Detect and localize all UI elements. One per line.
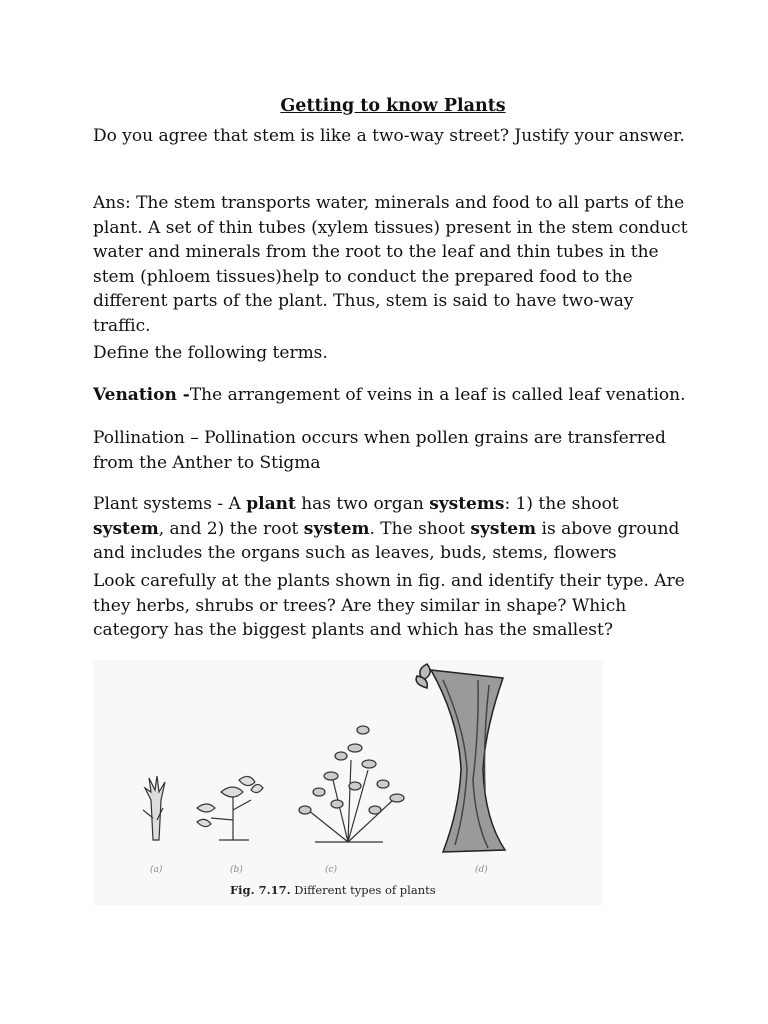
venation-definition xyxy=(93,383,693,408)
bold-word: system xyxy=(303,518,370,539)
figure-caption-number: Fig. 7.17. xyxy=(230,883,291,897)
venation-term: Venation - xyxy=(93,385,190,405)
text-fragment: is above ground and includes the organs such as leaves, buds, stems, flowers xyxy=(93,518,680,563)
plant-systems-term: Plant systems - xyxy=(93,494,224,514)
text-fragment: has two organ xyxy=(295,494,430,514)
small-plant-drawing xyxy=(197,776,263,840)
text-fragment: . The shoot xyxy=(369,518,471,539)
tree-trunk-drawing xyxy=(416,664,505,852)
figure-caption-text: Different types of plants xyxy=(290,883,436,897)
plant-types-illustration xyxy=(93,660,603,905)
figure-label-c: (c) xyxy=(325,865,338,875)
figure-label-b: (b) xyxy=(230,865,243,875)
figure-label-a: (a) xyxy=(150,865,163,875)
bold-word: system xyxy=(93,518,159,539)
plant-types-figure xyxy=(93,660,603,905)
plant-systems-definition xyxy=(93,492,693,566)
figure-caption xyxy=(230,883,436,897)
text-fragment: , and 2) the root xyxy=(158,518,304,539)
question-two-way-street: Do you agree that stem is like a two-way street? Justify your answer. xyxy=(93,126,685,146)
page-title: Getting to know Plants xyxy=(280,96,506,116)
text-fragment: A xyxy=(223,494,247,514)
venation-text: The arrangement of veins in a leaf is called leaf venation. xyxy=(189,385,686,405)
bold-word: systems xyxy=(429,494,505,514)
question-plant-types: Look carefully at the plants shown in fig. and identify their type. Are they herbs, shrubs or trees? Are they similar in shape? Which category has the biggest plants and which has the smallest? xyxy=(93,571,685,640)
text-fragment: : 1) the shoot xyxy=(504,494,619,514)
bold-word: plant xyxy=(246,494,296,514)
shrub-plant-drawing xyxy=(299,726,404,842)
figure-label-d: (d) xyxy=(475,865,488,875)
answer-two-way-street: Ans: The stem transports water, minerals and food to all parts of the plant. A set of thin tubes (xylem tissues) present in the stem conduct water and minerals from the root to the leaf and thin tubes in the stem (phloem tissues)help to conduct the prepared food to the different parts of the plant. Thus, stem is said to have two-way traffic. xyxy=(93,193,688,336)
bold-word: system xyxy=(470,518,537,539)
pollination-definition: Pollination – Pollination occurs when pollen grains are transferred from the Anther to Stigma xyxy=(93,428,666,473)
herb-plant-drawing xyxy=(143,776,165,840)
define-terms-heading: Define the following terms. xyxy=(93,343,328,363)
